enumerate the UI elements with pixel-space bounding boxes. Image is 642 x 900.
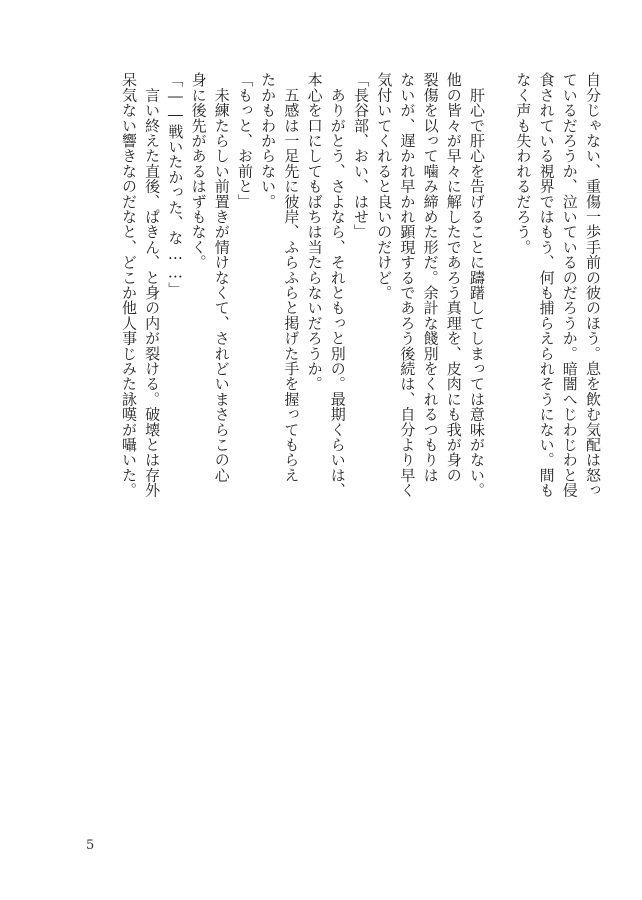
text-line: 五感は一足先に彼岸、ふらふらと掲げた手を握ってもらえ <box>282 72 301 483</box>
text-line: たかもわからない。 <box>259 72 278 209</box>
dialogue-line: 「――戦いたかった、な……」 <box>166 72 185 297</box>
text-line: 言い終えた直後、ぱきん、と身の内が裂ける。破壊とは存外 <box>143 72 162 498</box>
text-line: 食されている視界ではもう、何も捕らえられそうにない。間も <box>537 72 556 498</box>
text-line: なく声も失われるだろう。 <box>514 72 533 255</box>
text-line: ているだろうか、泣いているのだろうか。暗闇へじわじわと侵 <box>560 72 579 498</box>
text-line: 本心を口にしてもばちは当たらないだろうか。 <box>305 72 324 392</box>
text-line: 呆気ない響きなのだなと、どこか他人事じみた詠嘆が囁いた。 <box>119 72 138 498</box>
blank-line <box>488 72 511 534</box>
text-line: 自分じゃない、重傷一歩手前の彼のほう。息を飲む気配は怒っ <box>584 72 602 498</box>
text-line: 気付いてくれると良いのだけど。 <box>375 72 394 300</box>
text-line: 裂傷を以って噛み締めた形だ。余計な餞別をくれるつもりは <box>421 72 440 483</box>
text-line: ありがとう、さよなら、それともっと別の。最期くらいは、 <box>328 72 347 498</box>
text-line: 肝心で肝心を告げることに躊躇してしまっては意味がない。 <box>468 72 486 498</box>
dialogue-line: 「長谷部、おい、はせ」 <box>351 72 370 240</box>
vertical-text-body <box>117 72 604 534</box>
page-number: 5 <box>86 838 95 853</box>
text-line: ないが、遅かれ早かれ顕現するであろう後続は、自分より早く <box>398 72 417 498</box>
text-line: 身に後先があるはずもなく。 <box>189 72 208 270</box>
dialogue-line: 「もっと、お前と」 <box>235 72 254 209</box>
text-line: 未練たらしい前置きが情けなくて、されどいまさらこの心 <box>212 72 231 483</box>
text-line: 他の皆々が早々に解したであろう真理を、皮肉にも我が身の <box>444 72 463 483</box>
